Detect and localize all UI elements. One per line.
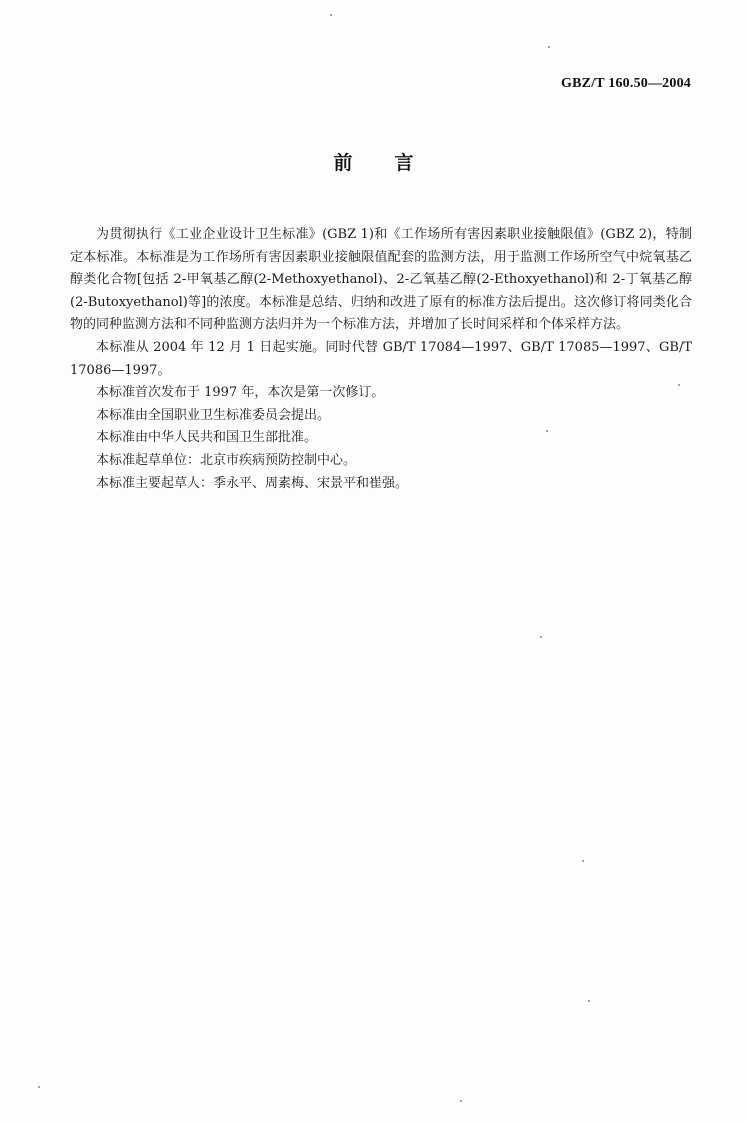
paragraph-purpose: 为贯彻执行《工业企业设计卫生标准》(GBZ 1)和《工作场所有害因素职业接触限值》(GBZ 2)，特制定本标准。本标准是为工作场所有害因素职业接触限值配套的监测方法，用于监测工作场所空气中烷氧基乙醇类化合物[包括 2-甲氧基乙醇(2-Methoxyethanol)、2-乙氧基乙醇(2-Ethoxyethanol)和 2-丁氧基乙醇(2-Butoxyethanol)等]的浓度。本标准是总结、归纳和改进了原有的标准方法后提出。这次修订将同类化合物的同种监测方法和不同种监测方法归并为一个标准方法，并增加了长时间采样和个体采样方法。: [70, 227, 692, 333]
scan-speck: [678, 384, 680, 386]
scan-speck: [330, 14, 332, 16]
paragraph-drafters: 本标准主要起草人：季永平、周素梅、宋景平和崔强。: [96, 475, 409, 491]
standard-code: GBZ/T 160.50—2004: [561, 76, 691, 91]
foreword-body: [70, 224, 692, 495]
paragraph-proposer: 本标准由全国职业卫生标准委员会提出。: [96, 407, 331, 423]
paragraph-effective-date: 本标准从 2004 年 12 月 1 日起实施。同时代替 GB/T 17084—1997、GB/T 17085—1997、GB/T 17086—1997。: [70, 339, 692, 378]
scan-speck: [548, 46, 550, 48]
scan-speck: [546, 430, 548, 432]
heading-char-2: 言: [394, 152, 414, 174]
scan-speck: [38, 1086, 40, 1088]
scan-speck: [540, 636, 542, 638]
paragraph-first-release: 本标准首次发布于 1997 年，本次是第一次修订。: [96, 385, 385, 401]
paragraph-drafting-unit: 本标准起草单位：北京市疾病预防控制中心。: [96, 452, 357, 468]
paragraph-approver: 本标准由中华人民共和国卫生部批准。: [96, 430, 318, 446]
heading-char-1: 前: [333, 152, 353, 174]
scan-speck: [588, 1000, 590, 1002]
scan-speck: [582, 860, 584, 862]
scan-speck: [460, 1100, 462, 1102]
foreword-heading: [0, 148, 747, 175]
